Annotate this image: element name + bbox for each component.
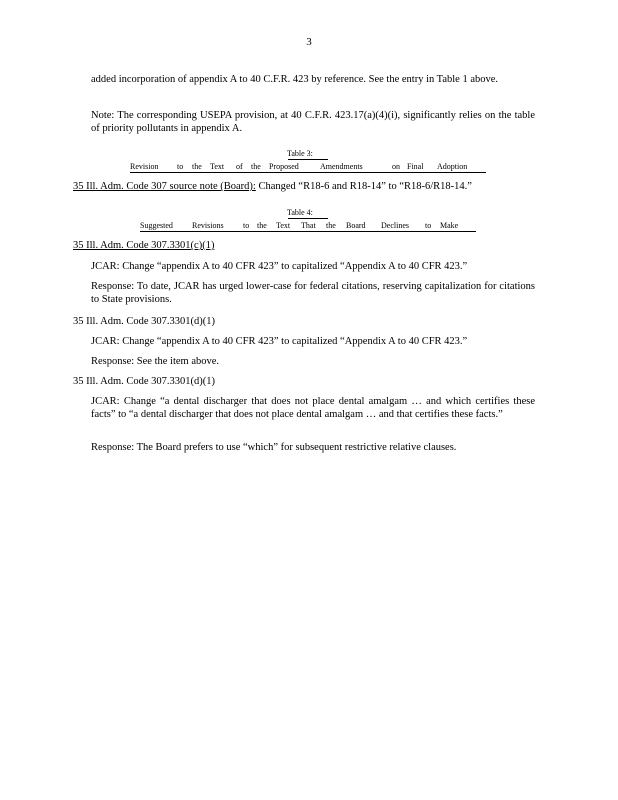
table-4-col-4: Text	[276, 221, 291, 230]
table-3-label: Table 3:	[287, 149, 313, 158]
table-4-entry-3-jcar: JCAR: Change “a dental discharger that does not place dental amalgam … and which certifies these facts” to “a dental discharger that does not place dental amalgam … and that certifies these facts.”	[91, 396, 535, 420]
table-3-col-10: Adoption	[437, 162, 468, 171]
table-3-col-0: Revision	[130, 162, 159, 171]
table-3-row-cite: 35 Ill. Adm. Code 307 source note (Board):	[73, 181, 256, 192]
intro-paragraph: added incorporation of appendix A to 40 C.F.R. 423 by reference. See the entry in Table 1 above.	[91, 74, 499, 85]
table-3-col-8: on	[392, 162, 400, 171]
page-number: 3	[306, 36, 312, 48]
table-3-label-underline	[288, 159, 328, 160]
table-4-label-underline	[288, 218, 328, 219]
note-paragraph: Note: The corresponding USEPA provision, at 40 C.F.R. 423.17(a)(4)(i), significantly relies on the table of priority pollutants in appendix A.	[91, 110, 535, 134]
table-4-col-6: the	[326, 221, 336, 230]
table-4-col-2: to	[243, 221, 250, 230]
table-4-col-0: Suggested	[140, 221, 173, 230]
table-3-col-1: to	[177, 162, 184, 171]
table-4-header-rule	[140, 231, 476, 232]
table-4-label: Table 4:	[287, 208, 313, 217]
table-4-entry-1-response: Response: To date, JCAR has urged lower-case for federal citations, reserving capitalization for citations to State provisions.	[91, 281, 535, 305]
table-4-col-8: Declines	[381, 221, 409, 230]
table-3-row	[73, 180, 472, 193]
table-4-col-3: the	[257, 221, 267, 230]
table-3-col-9: Final	[407, 162, 424, 171]
table-4-col-1: Revisions	[192, 221, 224, 230]
table-3-header-rule	[130, 172, 486, 173]
table-4-col-7: Board	[346, 221, 366, 230]
table-4-entry-3-cite: 35 Ill. Adm. Code 307.3301(d)(1)	[73, 376, 216, 387]
table-4-entry-2-jcar: JCAR: Change “appendix A to 40 CFR 423” to capitalized “Appendix A to 40 CFR 423.”	[91, 336, 468, 347]
table-4-col-10: Make	[440, 221, 459, 230]
table-4-col-9: to	[425, 221, 432, 230]
table-4-entry-2-cite: 35 Ill. Adm. Code 307.3301(d)(1)	[73, 316, 216, 327]
table-4-entry-2-response: Response: See the item above.	[91, 356, 220, 367]
table-3-col-5: the	[251, 162, 261, 171]
table-3-col-3: Text	[210, 162, 225, 171]
table-4-entry-1-cite: 35 Ill. Adm. Code 307.3301(c)(1)	[73, 240, 215, 251]
table-3-row-text: Changed “R18-6 and R18-14” to “R18-6/R18-14.”	[258, 181, 472, 192]
table-4-col-5: That	[301, 221, 316, 230]
table-4-entry-3-response: Response: The Board prefers to use “which” for subsequent restrictive relative clauses.	[91, 442, 457, 453]
table-3-col-4: of	[236, 162, 243, 171]
table-3-col-7: Amendments	[320, 162, 363, 171]
table-3-col-2: the	[192, 162, 202, 171]
table-3-col-6: Proposed	[269, 162, 299, 171]
table-4-entry-1-jcar: JCAR: Change “appendix A to 40 CFR 423” to capitalized “Appendix A to 40 CFR 423.”	[91, 261, 468, 272]
